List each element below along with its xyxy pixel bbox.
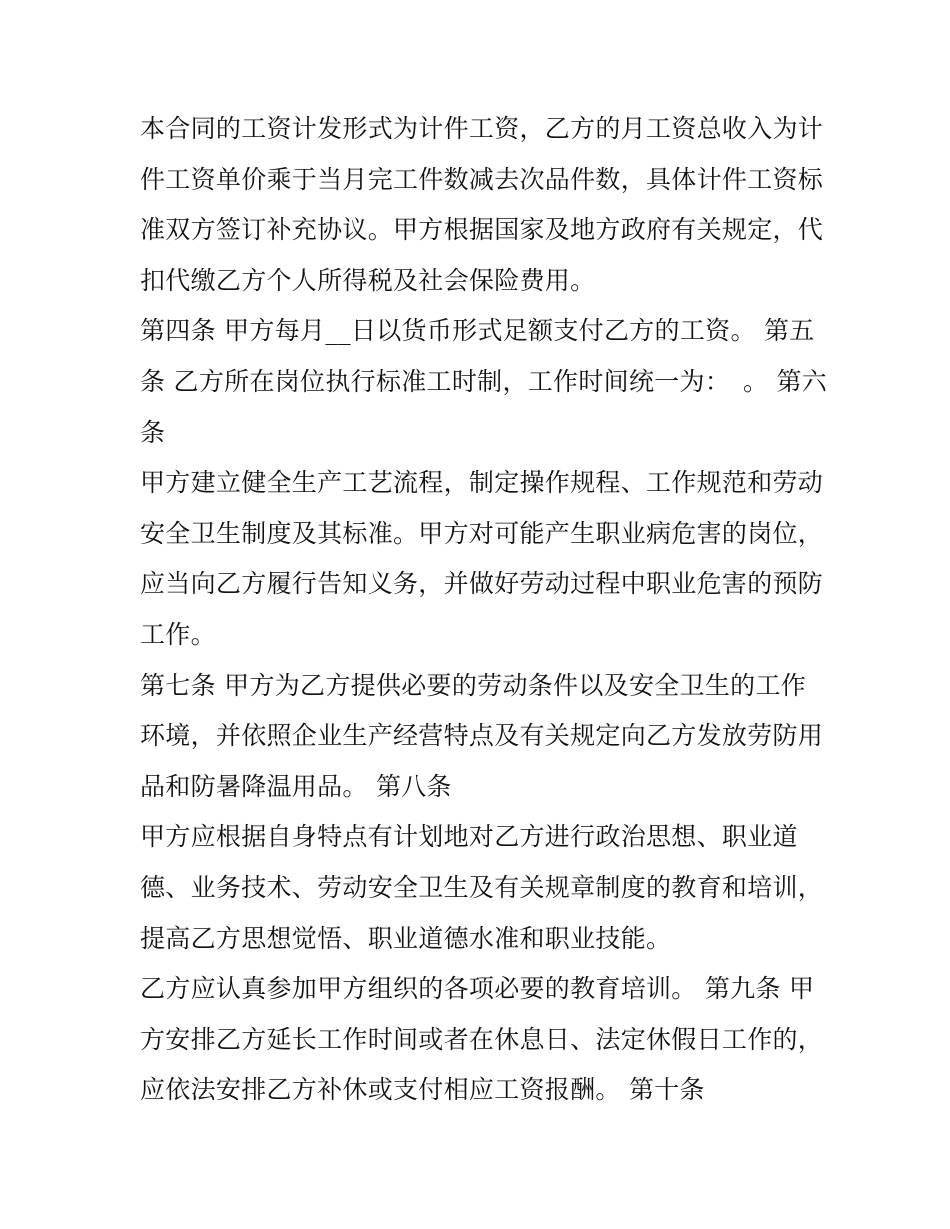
document-body (140, 104, 830, 1116)
text-line: 工作。 (140, 619, 216, 649)
text-line: 提高乙方思想觉悟、职业道德水准和职业技能。 (140, 923, 672, 953)
text-line: 件工资单价乘于当月完工件数减去次品件数，具体计件工资标 (140, 164, 824, 194)
text-line: 条 (140, 417, 166, 447)
text-line: 德、业务技术、劳动安全卫生及有关规章制度的教育和培训， (140, 872, 824, 902)
text-line: 应当向乙方履行告知义务，并做好劳动过程中职业危害的预防 (140, 569, 824, 599)
text-line: 应依法安排乙方补休或支付相应工资报酬。 第十条 (140, 1075, 705, 1105)
text-line: 方安排乙方延长工作时间或者在休息日、法定休假日工作的， (140, 1024, 824, 1054)
text-line: 第七条 甲方为乙方提供必要的劳动条件以及安全卫生的工作 (140, 670, 807, 700)
text-line: 甲方建立健全生产工艺流程，制定操作规程、工作规范和劳动 (140, 468, 824, 498)
text-line: 乙方应认真参加甲方组织的各项必要的教育培训。 第九条 甲 (140, 974, 815, 1004)
text-line: 环境，并依照企业生产经营特点及有关规定向乙方发放劳防用 (140, 721, 824, 751)
text-line: 准双方签订补充协议。甲方根据国家及地方政府有关规定，代 (140, 215, 824, 245)
text-line: 扣代缴乙方个人所得税及社会保险费用。 (140, 265, 596, 295)
text-line: 品和防暑降温用品。 第八条 (140, 771, 452, 801)
text-line: 甲方应根据自身特点有计划地对乙方进行政治思想、职业道 (140, 822, 798, 852)
text-line: 本合同的工资计发形式为计件工资，乙方的月工资总收入为计 (140, 114, 824, 143)
text-line: 安全卫生制度及其标准。甲方对可能产生职业病危害的岗位， (140, 518, 824, 548)
text-line: 第四条 甲方每月__日以货币形式足额支付乙方的工资。 第五 (140, 316, 815, 346)
text-line: 条 乙方所在岗位执行标准工时制，工作时间统一为： 。 第六 (140, 366, 828, 396)
